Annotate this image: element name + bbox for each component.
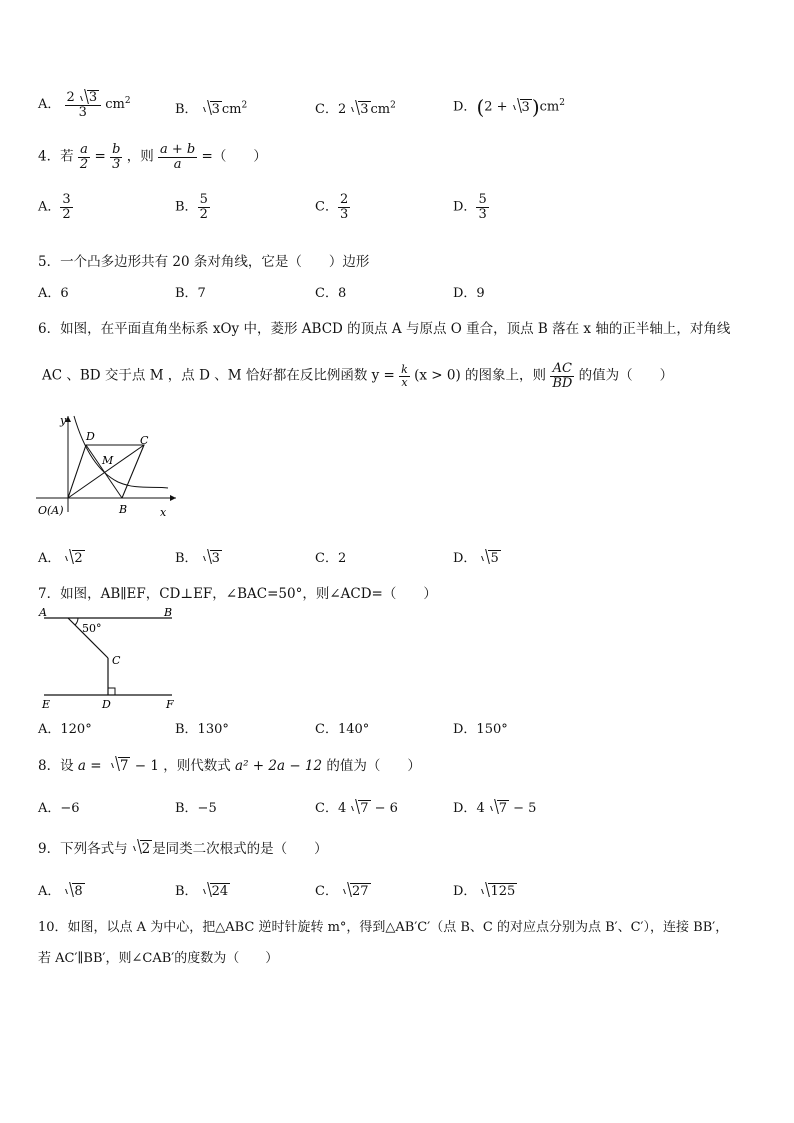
q4-option-d: D． $\frac{5}{3}$ bbox=[453, 192, 487, 222]
q7-option-b: B．130° bbox=[175, 722, 229, 737]
svg-text:B: B bbox=[119, 503, 128, 516]
svg-text:M: M bbox=[102, 454, 114, 467]
svg-text:B: B bbox=[164, 606, 173, 619]
q8-option-b: B．−5 bbox=[175, 801, 217, 816]
q6-option-c: C．2 bbox=[315, 551, 347, 566]
q8-option-c: C．4 7 − 6 bbox=[315, 801, 398, 816]
q8-option-d: D．4 7 − 5 bbox=[453, 801, 537, 816]
q3-option-b: B． 3 $cm^2$ bbox=[175, 100, 248, 117]
option-label: A． bbox=[38, 97, 61, 113]
q4-option-a: A． $\frac{3}{2}$ bbox=[38, 192, 71, 222]
q5-option-a: A．6 bbox=[38, 286, 69, 301]
q9-option-a: A． 8 bbox=[38, 884, 83, 899]
svg-text:D: D bbox=[102, 698, 111, 711]
q7-option-c: C．140° bbox=[315, 722, 370, 737]
q6-option-a: A． 2 bbox=[38, 551, 83, 566]
diagonal-bd bbox=[86, 445, 122, 498]
svg-text:O(A): O(A) bbox=[38, 504, 64, 517]
hyperbola bbox=[74, 416, 168, 488]
q6-option-b: B． 3 bbox=[175, 551, 220, 566]
svg-text:C: C bbox=[140, 434, 149, 447]
q5-option-d: D．9 bbox=[453, 286, 485, 301]
fraction: 2 3 3 bbox=[65, 90, 102, 119]
q3-option-c: C．2 3 $cm^2$ bbox=[315, 100, 396, 117]
q9-option-d: D． 125 bbox=[453, 884, 516, 899]
question-5: 5．一个凸多边形共有 20 条对角线，它是（ ）边形 bbox=[38, 254, 370, 270]
q4-option-c: C． $\frac{2}{3}$ bbox=[315, 192, 349, 222]
q8-option-a: A．−6 bbox=[38, 801, 80, 816]
question-6-line-1: 6．如图，在平面直角坐标系 xOy 中，菱形 ABCD 的顶点 A 与原点 O 重合，顶点 B 落在 x 轴的正半轴上，对角线 bbox=[38, 321, 731, 337]
q4-option-b: B． $\frac{5}{2}$ bbox=[175, 192, 208, 222]
svg-text:E: E bbox=[42, 698, 51, 711]
question-10-line-1: 10．如图，以点 A 为中心，把△ABC 逆时针旋转 m°，得到△AB′C′（点 B、C 的对应点分别为点 B′、C′），连接 BB′， bbox=[38, 920, 729, 935]
q3-option-a: A． 2 3 3 $cm^2$ bbox=[38, 90, 131, 120]
svg-text:C: C bbox=[112, 654, 121, 667]
q9-option-c: C． 27 bbox=[315, 884, 369, 899]
question-7: 7．如图，AB∥EF，CD⊥EF，∠BAC=50°，则∠ACD=（ ） bbox=[38, 586, 437, 602]
question-4: 4．若 $\frac{a}{2}$ = $\frac{b}{3}$ ，则 $\frac{a + b}{a}$ =（ ） bbox=[38, 142, 267, 172]
right-angle-mark bbox=[108, 688, 115, 695]
q6-option-d: D． 5 bbox=[453, 551, 499, 566]
question-10-line-2: 若 AC′∥BB′，则∠CAB′的度数为（ ） bbox=[38, 951, 279, 966]
q7-figure bbox=[36, 600, 181, 712]
svg-text:F: F bbox=[166, 698, 174, 711]
svg-text:y: y bbox=[60, 414, 67, 427]
question-9: 9．下列各式与 2 是同类二次根式的是（ ） bbox=[38, 841, 328, 857]
angle-arc bbox=[75, 618, 78, 625]
q5-option-b: B．7 bbox=[175, 286, 206, 301]
q7-option-d: D．150° bbox=[453, 722, 508, 737]
svg-text:50°: 50° bbox=[82, 622, 102, 635]
q5-option-c: C．8 bbox=[315, 286, 347, 301]
q6-figure bbox=[36, 410, 186, 522]
question-8: 8．设 a = 7 − 1 ，则代数式 a² + 2a − 12 的值为（ ） bbox=[38, 758, 421, 774]
svg-text:D: D bbox=[86, 430, 95, 443]
svg-text:x: x bbox=[160, 506, 167, 519]
question-6-line-2: AC 、BD 交于点 M ，点 D 、M 恰好都在反比例函数 y = $\frac{k}{x}$ (x > 0) 的图象上，则 $\frac{AC}{BD}$ 的值为（ ） bbox=[42, 361, 674, 391]
q9-option-b: B． 24 bbox=[175, 884, 229, 899]
svg-text:A: A bbox=[39, 606, 47, 619]
q3-option-d: D．(2 + 3 )$cm^2$ bbox=[453, 95, 565, 119]
q7-option-a: A．120° bbox=[38, 722, 92, 737]
